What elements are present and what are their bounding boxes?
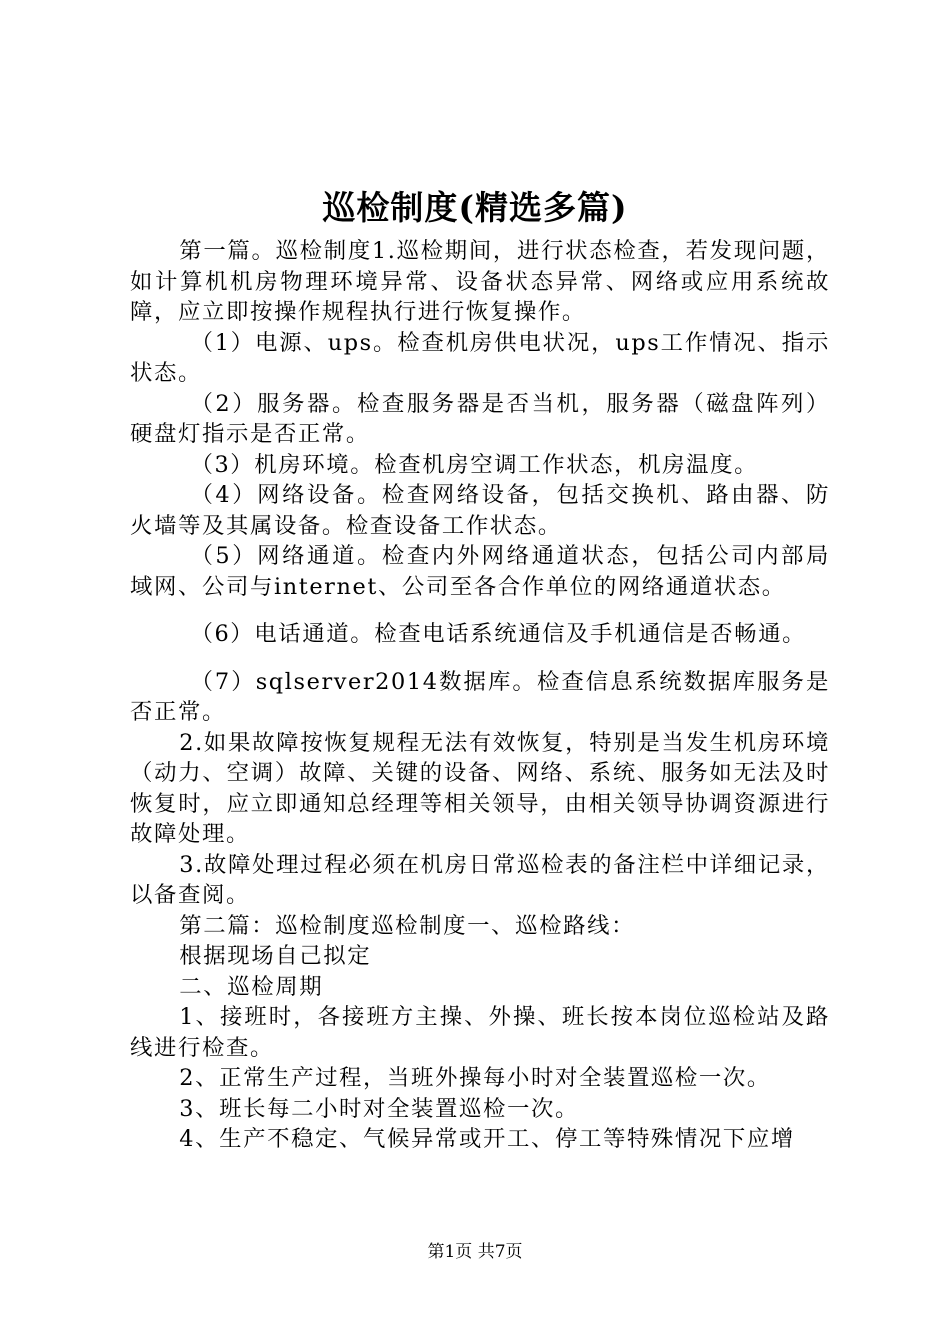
paragraph-9: 2.如果故障按恢复规程无法有效恢复，特别是当发生机房环境（动力、空调）故障、关键的设备、网络、系统、服务如无法及时恢复时，应立即通知总经理等相关领导，由相关领导协调资源进行故障处理。 <box>130 729 830 847</box>
paragraph-15: 2、正常生产过程，当班外操每小时对全装置巡检一次。 <box>179 1065 771 1091</box>
paragraph-6: （5）网络通道。检查内外网络通道状态，包括公司内部局域网、公司与internet、公司至各合作单位的网络通道状态。 <box>130 543 830 600</box>
document-body <box>130 236 830 1155</box>
paragraph-8: （7）sqlserver2014数据库。检查信息系统数据库服务是否正常。 <box>130 668 830 725</box>
paragraph-11: 第二篇：巡检制度巡检制度一、巡检路线： <box>179 912 636 939</box>
page-footer: 第1页 共7页 <box>427 1242 523 1262</box>
paragraph-12: 根据现场自己拟定 <box>179 943 372 969</box>
paragraph-17: 4、生产不稳定、气候异常或开工、停工等特殊情况下应增 <box>179 1126 795 1152</box>
paragraph-4: （3）机房环境。检查机房空调工作状态，机房温度。 <box>190 451 759 478</box>
document-title: 巡检制度(精选多篇) <box>322 188 628 227</box>
paragraph-1: 第一篇。巡检制度1.巡检期间，进行状态检查，若发现问题，如计算机机房物理环境异常、设备状态异常、网络或应用系统故障，应立即按操作规程执行进行恢复操作。 <box>130 238 830 325</box>
paragraph-16: 3、班长每二小时对全装置巡检一次。 <box>179 1095 579 1122</box>
paragraph-7: （6）电话通道。检查电话系统通信及手机通信是否畅通。 <box>190 621 807 647</box>
paragraph-13: 二、巡检周期 <box>179 973 324 1000</box>
paragraph-14: 1、接班时，各接班方主操、外操、班长按本岗位巡检站及路线进行检查。 <box>130 1004 830 1061</box>
paragraph-10: 3.故障处理过程必须在机房日常巡检表的备注栏中详细记录，以备查阅。 <box>130 851 830 908</box>
paragraph-5: （4）网络设备。检查网络设备，包括交换机、路由器、防火墙等及其属设备。检查设备工作状态。 <box>130 482 830 539</box>
paragraph-2: （1）电源、ups。检查机房供电状况，ups工作情况、指示状态。 <box>130 329 830 386</box>
paragraph-3: （2）服务器。检查服务器是否当机，服务器（磁盘阵列）硬盘灯指示是否正常。 <box>130 390 830 447</box>
